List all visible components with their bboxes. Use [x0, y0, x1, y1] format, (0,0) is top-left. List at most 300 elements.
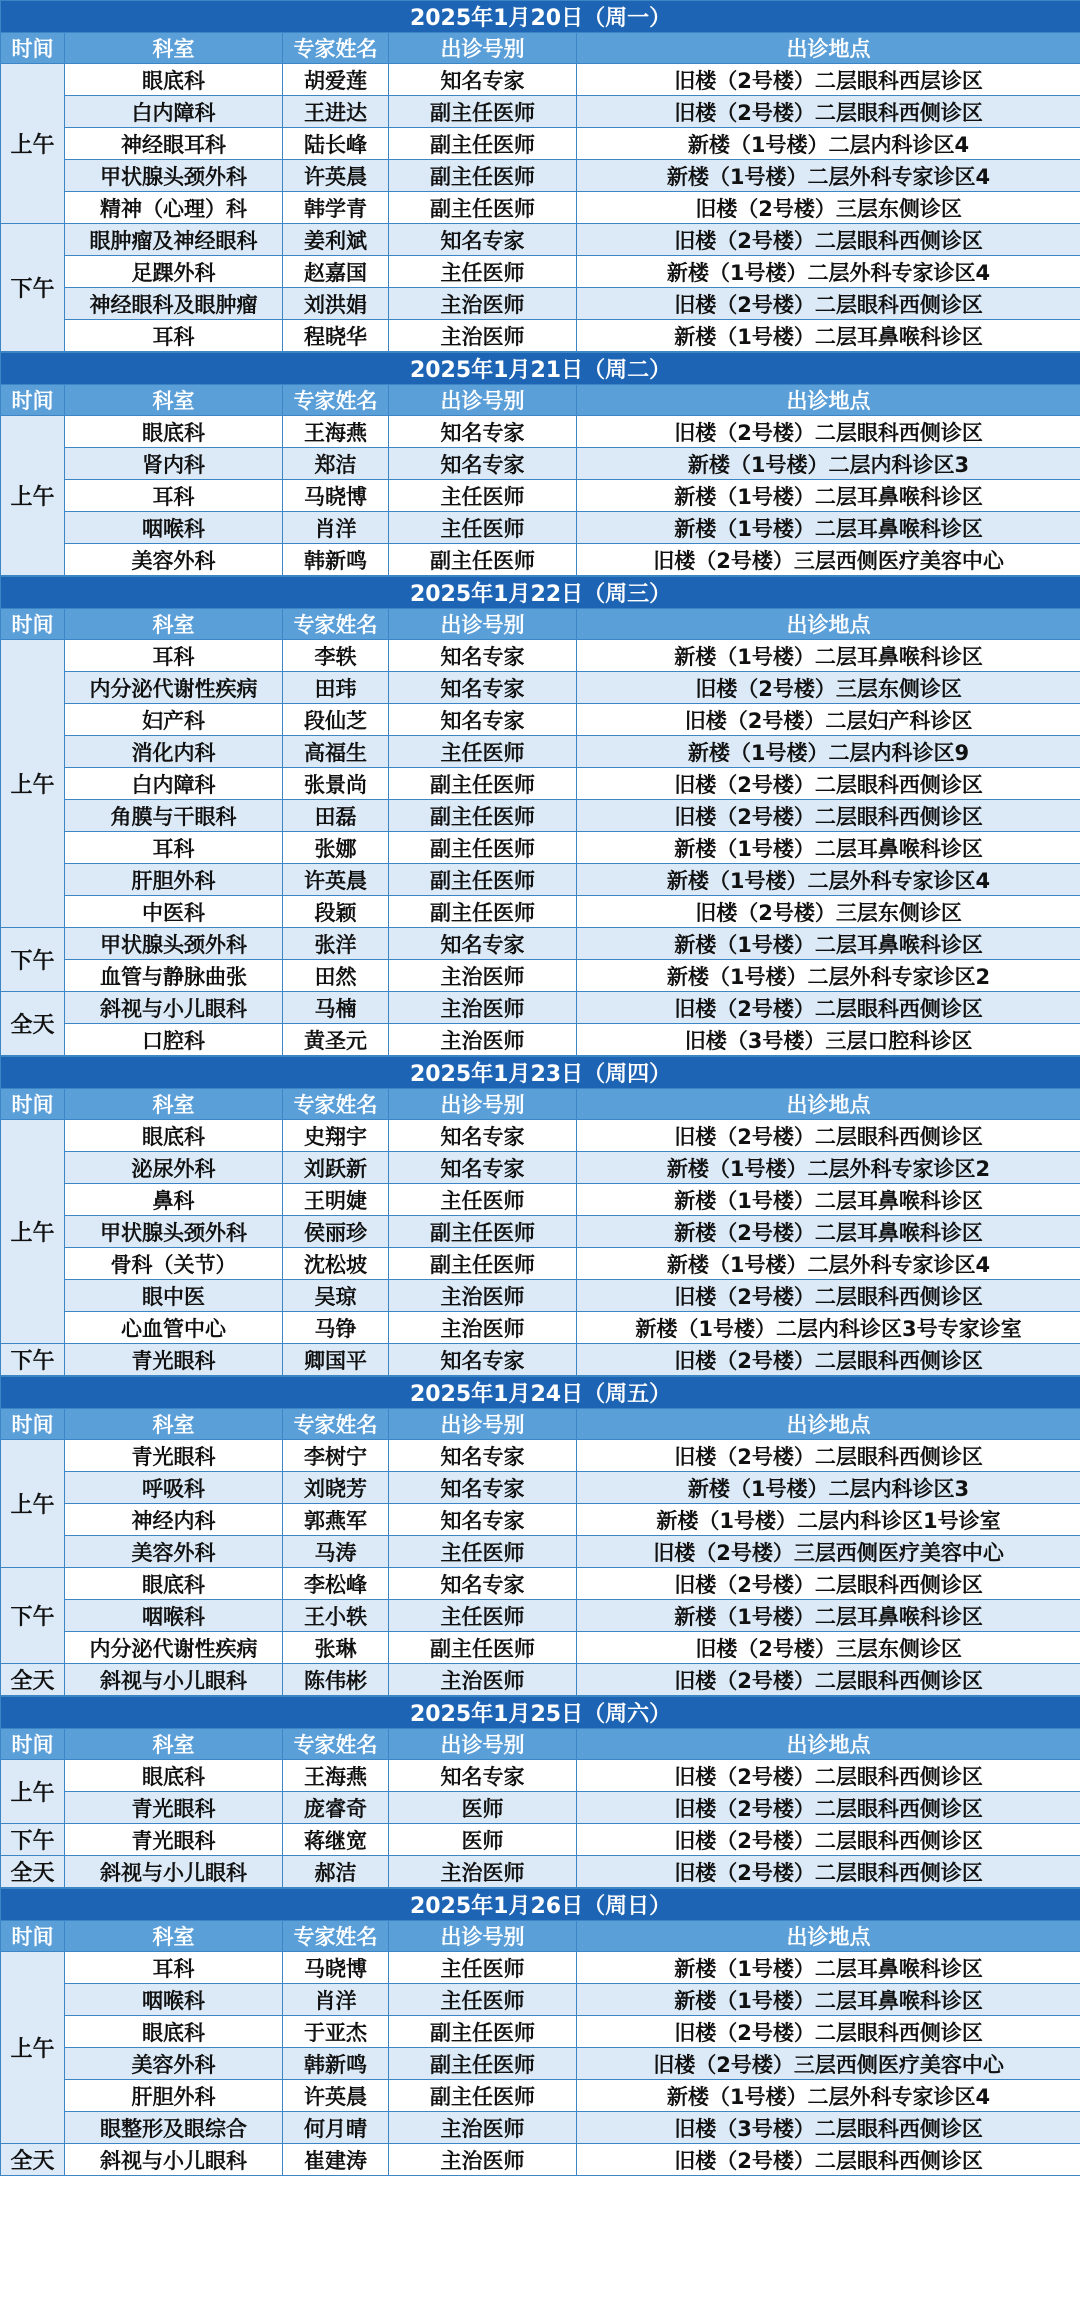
doctor-name-cell: 韩新鸣 — [283, 2048, 389, 2080]
rank-cell: 主治医师 — [389, 1664, 577, 1696]
rank-cell: 副主任医师 — [389, 2048, 577, 2080]
doctor-name-cell: 张洋 — [283, 928, 389, 960]
department-cell: 呼吸科 — [65, 1472, 283, 1504]
day-title: 2025年1月23日（周四） — [1, 1057, 1080, 1089]
header-doctor: 专家姓名 — [283, 1409, 389, 1440]
column-header-row — [1, 385, 1080, 416]
table-row — [1, 1440, 1080, 1472]
doctor-name-cell: 张琳 — [283, 1632, 389, 1664]
location-cell: 旧楼（2号楼）二层眼科西侧诊区 — [577, 1856, 1080, 1888]
doctor-name-cell: 郭燕军 — [283, 1504, 389, 1536]
department-cell: 神经内科 — [65, 1504, 283, 1536]
location-cell: 旧楼（2号楼）二层眼科西侧诊区 — [577, 1664, 1080, 1696]
rank-cell: 知名专家 — [389, 1472, 577, 1504]
column-header-row — [1, 609, 1080, 640]
location-cell: 旧楼（2号楼）二层眼科西侧诊区 — [577, 2144, 1080, 2176]
rank-cell: 主任医师 — [389, 1984, 577, 2016]
table-row — [1, 128, 1080, 160]
table-row — [1, 96, 1080, 128]
header-rank: 出诊号别 — [389, 33, 577, 64]
table-row — [1, 1024, 1080, 1056]
doctor-name-cell: 王海燕 — [283, 416, 389, 448]
table-row — [1, 1248, 1080, 1280]
rank-cell: 知名专家 — [389, 928, 577, 960]
table-row — [1, 1152, 1080, 1184]
location-cell: 旧楼（2号楼）三层西侧医疗美容中心 — [577, 2048, 1080, 2080]
table-row — [1, 640, 1080, 672]
doctor-name-cell: 侯丽珍 — [283, 1216, 389, 1248]
doctor-name-cell: 刘跃新 — [283, 1152, 389, 1184]
rank-cell: 医师 — [389, 1792, 577, 1824]
doctor-name-cell: 马楠 — [283, 992, 389, 1024]
rank-cell: 知名专家 — [389, 448, 577, 480]
location-cell: 新楼（1号楼）二层耳鼻喉科诊区 — [577, 832, 1080, 864]
day-title-row — [1, 1697, 1080, 1729]
day-title: 2025年1月24日（周五） — [1, 1377, 1080, 1409]
department-cell: 眼中医 — [65, 1280, 283, 1312]
department-cell: 甲状腺头颈外科 — [65, 928, 283, 960]
department-cell: 甲状腺头颈外科 — [65, 1216, 283, 1248]
location-cell: 旧楼（2号楼）二层眼科西侧诊区 — [577, 1280, 1080, 1312]
rank-cell: 副主任医师 — [389, 832, 577, 864]
doctor-name-cell: 吴琼 — [283, 1280, 389, 1312]
header-doctor: 专家姓名 — [283, 1921, 389, 1952]
rank-cell: 主任医师 — [389, 1536, 577, 1568]
table-row — [1, 1216, 1080, 1248]
rank-cell: 知名专家 — [389, 1344, 577, 1376]
location-cell: 新楼（1号楼）二层外科专家诊区4 — [577, 256, 1080, 288]
department-cell: 青光眼科 — [65, 1792, 283, 1824]
rank-cell: 知名专家 — [389, 64, 577, 96]
department-cell: 耳科 — [65, 320, 283, 352]
table-row — [1, 768, 1080, 800]
location-cell: 旧楼（2号楼）三层西侧医疗美容中心 — [577, 1536, 1080, 1568]
location-cell: 新楼（1号楼）二层外科专家诊区4 — [577, 160, 1080, 192]
doctor-name-cell: 田玮 — [283, 672, 389, 704]
doctor-name-cell: 马晓博 — [283, 480, 389, 512]
location-cell: 旧楼（2号楼）二层眼科西侧诊区 — [577, 2016, 1080, 2048]
doctor-name-cell: 许英晨 — [283, 160, 389, 192]
period-cell: 下午 — [1, 1824, 65, 1856]
table-row — [1, 1280, 1080, 1312]
department-cell: 鼻科 — [65, 1184, 283, 1216]
table-row — [1, 2112, 1080, 2144]
table-row — [1, 672, 1080, 704]
doctor-name-cell: 陈伟彬 — [283, 1664, 389, 1696]
department-cell: 甲状腺头颈外科 — [65, 160, 283, 192]
location-cell: 新楼（1号楼）二层外科专家诊区4 — [577, 1248, 1080, 1280]
doctor-name-cell: 程晓华 — [283, 320, 389, 352]
department-cell: 耳科 — [65, 640, 283, 672]
location-cell: 新楼（1号楼）二层耳鼻喉科诊区 — [577, 1952, 1080, 1984]
header-rank: 出诊号别 — [389, 1921, 577, 1952]
department-cell: 眼整形及眼综合 — [65, 2112, 283, 2144]
table-row — [1, 2080, 1080, 2112]
rank-cell: 主任医师 — [389, 256, 577, 288]
department-cell: 肾内科 — [65, 448, 283, 480]
day-title: 2025年1月20日（周一） — [1, 1, 1080, 33]
location-cell: 旧楼（3号楼）二层眼科西侧诊区 — [577, 2112, 1080, 2144]
doctor-name-cell: 肖洋 — [283, 512, 389, 544]
department-cell: 神经眼科及眼肿瘤 — [65, 288, 283, 320]
doctor-name-cell: 姜利斌 — [283, 224, 389, 256]
header-time: 时间 — [1, 385, 65, 416]
table-row — [1, 224, 1080, 256]
day-schedule-table — [0, 1888, 1080, 2176]
doctor-name-cell: 张娜 — [283, 832, 389, 864]
location-cell: 旧楼（2号楼）三层东侧诊区 — [577, 1632, 1080, 1664]
table-row — [1, 992, 1080, 1024]
rank-cell: 副主任医师 — [389, 160, 577, 192]
header-location: 出诊地点 — [577, 1409, 1080, 1440]
table-row — [1, 1184, 1080, 1216]
location-cell: 旧楼（2号楼）二层眼科西侧诊区 — [577, 1792, 1080, 1824]
rank-cell: 副主任医师 — [389, 800, 577, 832]
department-cell: 口腔科 — [65, 1024, 283, 1056]
rank-cell: 主任医师 — [389, 512, 577, 544]
location-cell: 旧楼（2号楼）二层眼科西层诊区 — [577, 64, 1080, 96]
table-row — [1, 800, 1080, 832]
period-cell: 上午 — [1, 1952, 65, 2144]
department-cell: 眼肿瘤及神经眼科 — [65, 224, 283, 256]
period-cell: 下午 — [1, 1568, 65, 1664]
table-row — [1, 960, 1080, 992]
table-row — [1, 1504, 1080, 1536]
rank-cell: 主治医师 — [389, 288, 577, 320]
table-row — [1, 1856, 1080, 1888]
table-row — [1, 896, 1080, 928]
location-cell: 旧楼（2号楼）二层眼科西侧诊区 — [577, 1344, 1080, 1376]
rank-cell: 副主任医师 — [389, 96, 577, 128]
period-cell: 上午 — [1, 1760, 65, 1824]
location-cell: 新楼（1号楼）二层内科诊区4 — [577, 128, 1080, 160]
department-cell: 角膜与干眼科 — [65, 800, 283, 832]
department-cell: 眼底科 — [65, 2016, 283, 2048]
header-doctor: 专家姓名 — [283, 33, 389, 64]
location-cell: 新楼（1号楼）二层内科诊区3号专家诊室 — [577, 1312, 1080, 1344]
header-location: 出诊地点 — [577, 33, 1080, 64]
doctor-name-cell: 胡爱莲 — [283, 64, 389, 96]
table-row — [1, 2016, 1080, 2048]
department-cell: 神经眼耳科 — [65, 128, 283, 160]
day-title: 2025年1月25日（周六） — [1, 1697, 1080, 1729]
location-cell: 新楼（2号楼）二层耳鼻喉科诊区 — [577, 1216, 1080, 1248]
department-cell: 白内障科 — [65, 768, 283, 800]
table-row — [1, 736, 1080, 768]
doctor-name-cell: 李树宁 — [283, 1440, 389, 1472]
doctor-name-cell: 田磊 — [283, 800, 389, 832]
doctor-name-cell: 王进达 — [283, 96, 389, 128]
rank-cell: 主治医师 — [389, 1856, 577, 1888]
period-cell: 下午 — [1, 1344, 65, 1376]
rank-cell: 主治医师 — [389, 992, 577, 1024]
location-cell: 新楼（1号楼）二层外科专家诊区2 — [577, 1152, 1080, 1184]
location-cell: 新楼（1号楼）二层耳鼻喉科诊区 — [577, 1600, 1080, 1632]
rank-cell: 主治医师 — [389, 1312, 577, 1344]
department-cell: 白内障科 — [65, 96, 283, 128]
table-row — [1, 1952, 1080, 1984]
department-cell: 心血管中心 — [65, 1312, 283, 1344]
doctor-name-cell: 黄圣元 — [283, 1024, 389, 1056]
location-cell: 旧楼（2号楼）二层眼科西侧诊区 — [577, 768, 1080, 800]
department-cell: 耳科 — [65, 832, 283, 864]
doctor-name-cell: 马涛 — [283, 1536, 389, 1568]
header-location: 出诊地点 — [577, 1089, 1080, 1120]
header-department: 科室 — [65, 33, 283, 64]
rank-cell: 副主任医师 — [389, 192, 577, 224]
doctor-name-cell: 王明婕 — [283, 1184, 389, 1216]
department-cell: 斜视与小儿眼科 — [65, 1664, 283, 1696]
rank-cell: 主任医师 — [389, 1952, 577, 1984]
department-cell: 内分泌代谢性疾病 — [65, 672, 283, 704]
location-cell: 旧楼（2号楼）二层眼科西侧诊区 — [577, 288, 1080, 320]
doctor-name-cell: 赵嘉国 — [283, 256, 389, 288]
doctor-name-cell: 段仙芝 — [283, 704, 389, 736]
table-row — [1, 320, 1080, 352]
table-row — [1, 512, 1080, 544]
table-row — [1, 544, 1080, 576]
doctor-name-cell: 韩新鸣 — [283, 544, 389, 576]
table-row — [1, 1664, 1080, 1696]
location-cell: 旧楼（2号楼）三层西侧医疗美容中心 — [577, 544, 1080, 576]
doctor-name-cell: 刘晓芳 — [283, 1472, 389, 1504]
doctor-name-cell: 卿国平 — [283, 1344, 389, 1376]
rank-cell: 知名专家 — [389, 1760, 577, 1792]
header-location: 出诊地点 — [577, 609, 1080, 640]
location-cell: 旧楼（2号楼）二层眼科西侧诊区 — [577, 992, 1080, 1024]
rank-cell: 副主任医师 — [389, 864, 577, 896]
department-cell: 青光眼科 — [65, 1344, 283, 1376]
rank-cell: 副主任医师 — [389, 2016, 577, 2048]
doctor-name-cell: 郝洁 — [283, 1856, 389, 1888]
rank-cell: 知名专家 — [389, 1152, 577, 1184]
header-time: 时间 — [1, 33, 65, 64]
doctor-name-cell: 田然 — [283, 960, 389, 992]
day-title-row — [1, 1057, 1080, 1089]
doctor-name-cell: 许英晨 — [283, 864, 389, 896]
period-cell: 上午 — [1, 1440, 65, 1568]
header-department: 科室 — [65, 1409, 283, 1440]
location-cell: 旧楼（2号楼）三层东侧诊区 — [577, 672, 1080, 704]
table-row — [1, 2048, 1080, 2080]
day-title-row — [1, 1, 1080, 33]
location-cell: 旧楼（2号楼）二层眼科西侧诊区 — [577, 1440, 1080, 1472]
doctor-name-cell: 于亚杰 — [283, 2016, 389, 2048]
department-cell: 眼底科 — [65, 1120, 283, 1152]
location-cell: 新楼（1号楼）二层耳鼻喉科诊区 — [577, 1184, 1080, 1216]
department-cell: 斜视与小儿眼科 — [65, 2144, 283, 2176]
period-cell: 上午 — [1, 1120, 65, 1344]
department-cell: 肝胆外科 — [65, 2080, 283, 2112]
day-title: 2025年1月26日（周日） — [1, 1889, 1080, 1921]
department-cell: 美容外科 — [65, 544, 283, 576]
table-row — [1, 160, 1080, 192]
table-row — [1, 704, 1080, 736]
rank-cell: 主任医师 — [389, 480, 577, 512]
table-row — [1, 832, 1080, 864]
header-rank: 出诊号别 — [389, 385, 577, 416]
period-cell: 全天 — [1, 992, 65, 1056]
table-row — [1, 288, 1080, 320]
department-cell: 咽喉科 — [65, 512, 283, 544]
table-row — [1, 256, 1080, 288]
location-cell: 旧楼（2号楼）三层东侧诊区 — [577, 192, 1080, 224]
location-cell: 新楼（1号楼）二层外科专家诊区4 — [577, 864, 1080, 896]
header-department: 科室 — [65, 1921, 283, 1952]
header-time: 时间 — [1, 1409, 65, 1440]
department-cell: 眼底科 — [65, 64, 283, 96]
header-department: 科室 — [65, 385, 283, 416]
day-title: 2025年1月22日（周三） — [1, 577, 1080, 609]
day-title-row — [1, 577, 1080, 609]
location-cell: 新楼（1号楼）二层耳鼻喉科诊区 — [577, 480, 1080, 512]
rank-cell: 副主任医师 — [389, 896, 577, 928]
header-rank: 出诊号别 — [389, 1729, 577, 1760]
department-cell: 咽喉科 — [65, 1984, 283, 2016]
header-time: 时间 — [1, 1729, 65, 1760]
table-row — [1, 1824, 1080, 1856]
doctor-name-cell: 马铮 — [283, 1312, 389, 1344]
header-department: 科室 — [65, 609, 283, 640]
department-cell: 内分泌代谢性疾病 — [65, 1632, 283, 1664]
department-cell: 中医科 — [65, 896, 283, 928]
department-cell: 眼底科 — [65, 1568, 283, 1600]
column-header-row — [1, 1409, 1080, 1440]
location-cell: 旧楼（2号楼）二层妇产科诊区 — [577, 704, 1080, 736]
location-cell: 旧楼（2号楼）二层眼科西侧诊区 — [577, 224, 1080, 256]
rank-cell: 副主任医师 — [389, 544, 577, 576]
header-department: 科室 — [65, 1089, 283, 1120]
doctor-name-cell: 郑洁 — [283, 448, 389, 480]
table-row — [1, 416, 1080, 448]
department-cell: 肝胆外科 — [65, 864, 283, 896]
location-cell: 旧楼（2号楼）三层东侧诊区 — [577, 896, 1080, 928]
day-schedule-table — [0, 1696, 1080, 1888]
header-department: 科室 — [65, 1729, 283, 1760]
location-cell: 旧楼（2号楼）二层眼科西侧诊区 — [577, 1568, 1080, 1600]
header-doctor: 专家姓名 — [283, 385, 389, 416]
department-cell: 足踝外科 — [65, 256, 283, 288]
location-cell: 旧楼（2号楼）二层眼科西侧诊区 — [577, 96, 1080, 128]
doctor-name-cell: 陆长峰 — [283, 128, 389, 160]
day-schedule-table — [0, 0, 1080, 352]
table-row — [1, 1344, 1080, 1376]
table-row — [1, 1120, 1080, 1152]
department-cell: 斜视与小儿眼科 — [65, 1856, 283, 1888]
header-doctor: 专家姓名 — [283, 609, 389, 640]
doctor-name-cell: 马晓博 — [283, 1952, 389, 1984]
table-row — [1, 1600, 1080, 1632]
rank-cell: 知名专家 — [389, 704, 577, 736]
location-cell: 新楼（1号楼）二层耳鼻喉科诊区 — [577, 512, 1080, 544]
department-cell: 眼底科 — [65, 416, 283, 448]
header-location: 出诊地点 — [577, 1921, 1080, 1952]
doctor-name-cell: 史翔宇 — [283, 1120, 389, 1152]
period-cell: 上午 — [1, 64, 65, 224]
rank-cell: 知名专家 — [389, 416, 577, 448]
department-cell: 骨科（关节） — [65, 1248, 283, 1280]
rank-cell: 主治医师 — [389, 1280, 577, 1312]
rank-cell: 知名专家 — [389, 1440, 577, 1472]
table-row — [1, 1312, 1080, 1344]
table-row — [1, 1632, 1080, 1664]
table-row — [1, 1792, 1080, 1824]
rank-cell: 知名专家 — [389, 1568, 577, 1600]
department-cell: 青光眼科 — [65, 1440, 283, 1472]
department-cell: 青光眼科 — [65, 1824, 283, 1856]
rank-cell: 副主任医师 — [389, 128, 577, 160]
location-cell: 新楼（1号楼）二层耳鼻喉科诊区 — [577, 928, 1080, 960]
rank-cell: 主治医师 — [389, 1024, 577, 1056]
location-cell: 旧楼（2号楼）二层眼科西侧诊区 — [577, 1824, 1080, 1856]
rank-cell: 副主任医师 — [389, 2080, 577, 2112]
doctor-name-cell: 何月晴 — [283, 2112, 389, 2144]
header-time: 时间 — [1, 1089, 65, 1120]
day-schedule-table — [0, 576, 1080, 1056]
location-cell: 旧楼（2号楼）二层眼科西侧诊区 — [577, 800, 1080, 832]
rank-cell: 知名专家 — [389, 1504, 577, 1536]
rank-cell: 副主任医师 — [389, 1248, 577, 1280]
header-doctor: 专家姓名 — [283, 1729, 389, 1760]
period-cell: 全天 — [1, 1664, 65, 1696]
table-row — [1, 864, 1080, 896]
header-location: 出诊地点 — [577, 1729, 1080, 1760]
department-cell: 泌尿外科 — [65, 1152, 283, 1184]
doctor-name-cell: 崔建涛 — [283, 2144, 389, 2176]
table-row — [1, 1568, 1080, 1600]
department-cell: 妇产科 — [65, 704, 283, 736]
rank-cell: 主治医师 — [389, 960, 577, 992]
table-row — [1, 928, 1080, 960]
rank-cell: 副主任医师 — [389, 768, 577, 800]
location-cell: 旧楼（3号楼）三层口腔科诊区 — [577, 1024, 1080, 1056]
table-row — [1, 1760, 1080, 1792]
day-title-row — [1, 353, 1080, 385]
doctor-name-cell: 高福生 — [283, 736, 389, 768]
header-rank: 出诊号别 — [389, 1089, 577, 1120]
rank-cell: 主治医师 — [389, 2112, 577, 2144]
location-cell: 新楼（1号楼）二层耳鼻喉科诊区 — [577, 1984, 1080, 2016]
column-header-row — [1, 1921, 1080, 1952]
table-row — [1, 448, 1080, 480]
doctor-name-cell: 蒋继宽 — [283, 1824, 389, 1856]
day-schedule-table — [0, 1376, 1080, 1696]
table-row — [1, 64, 1080, 96]
location-cell: 旧楼（2号楼）二层眼科西侧诊区 — [577, 416, 1080, 448]
header-location: 出诊地点 — [577, 385, 1080, 416]
department-cell: 美容外科 — [65, 1536, 283, 1568]
location-cell: 新楼（1号楼）二层内科诊区3 — [577, 1472, 1080, 1504]
day-title-row — [1, 1889, 1080, 1921]
rank-cell: 主治医师 — [389, 320, 577, 352]
department-cell: 眼底科 — [65, 1760, 283, 1792]
header-doctor: 专家姓名 — [283, 1089, 389, 1120]
table-row — [1, 1984, 1080, 2016]
location-cell: 新楼（1号楼）二层内科诊区1号诊室 — [577, 1504, 1080, 1536]
rank-cell: 知名专家 — [389, 640, 577, 672]
department-cell: 美容外科 — [65, 2048, 283, 2080]
department-cell: 斜视与小儿眼科 — [65, 992, 283, 1024]
rank-cell: 主任医师 — [389, 1600, 577, 1632]
header-time: 时间 — [1, 609, 65, 640]
period-cell: 下午 — [1, 928, 65, 992]
rank-cell: 主任医师 — [389, 736, 577, 768]
table-row — [1, 1472, 1080, 1504]
period-cell: 下午 — [1, 224, 65, 352]
day-schedule-table — [0, 1056, 1080, 1376]
doctor-name-cell: 刘洪娟 — [283, 288, 389, 320]
rank-cell: 主任医师 — [389, 1184, 577, 1216]
